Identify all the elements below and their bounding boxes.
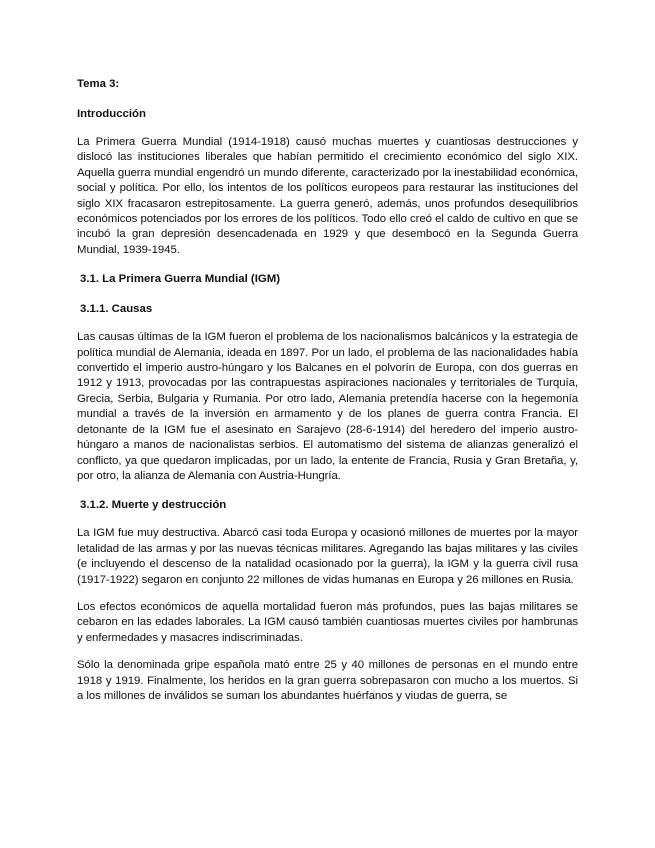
document-page	[77, 76, 578, 704]
muerte-paragraph-1: La IGM fue muy destructiva. Abarcó casi toda Europa y ocasionó millones de muertes por la mayor letalidad de las armas y por las nuevas técnicas militares. Agregando las bajas militares y las civiles (e incluyendo el descenso de la natalidad ocasionado por la guerra), la IGM y la guerra civil rusa (1917-1922) segaron en conjunto 22 millones de vidas humanas en Europa y 26 millones en Rusia.	[77, 527, 578, 586]
document-title: Tema 3:	[77, 78, 120, 90]
section-31-heading: 3.1. La Primera Guerra Mundial (IGM)	[80, 273, 281, 286]
causas-paragraph: Las causas últimas de la IGM fueron el problema de los nacionalismos balcánicos y la estrategia de política mundial de Alemania, ideada en 1897. Por un lado, el problema de las nacionalidades había convertido el imperio austro-húngaro y los Balcanes en el polvorín de Europa, con dos guerras en 1912 y 1913, provocadas por las contrapuestas aspiraciones nacionales y territoriales de Turquía, Grecia, Serbia, Bulgaria y Rumania. Por otro lado, Alemania pretendía hacerse con la hegemonía mundial a través de la inversión en armamento y de los planes de guerra contra Francia. El detonante de la IGM fue el asesinato en Sarajevo (28-6-1914) del heredero del imperio austro-húngaro a manos de nacionalistas serbios. El automatismo del sistema de alianzas generalizó el conflicto, ya que quedaron implicadas, por un lado, la entente de Francia, Rusia y Gran Bretaña, y, por otro, la alianza de Alemania con Austria-Hungría.	[77, 331, 578, 482]
muerte-paragraph-3: Sólo la denominada gripe española mató entre 25 y 40 millones de personas en el mundo entre 1918 y 1919. Finalmente, los heridos en la gran guerra sobrepasaron con mucho a los muertos. Si a los millones de inválidos se suman los abundantes huérfanos y viudas de guerra, se	[77, 659, 578, 702]
intro-paragraph: La Primera Guerra Mundial (1914-1918) causó muchas muertes y cuantiosas destrucciones y dislocó las instituciones liberales que habían permitido el crecimiento económico del siglo XIX. Aquella guerra mundial engendró un mundo diferente, caracterizado por la inestabilidad económica, social y política. Por ello, los intentos de los políticos europeos para restaurar las instituciones del siglo XIX fracasaron estrepitosamente. La guerra generó, además, unos profundos desequilibrios económicos potenciados por los errores de los políticos. Todo ello creó el caldo de cultivo en que se incubó la gran depresión desencadenada en 1929 y que desembocó en la Segunda Guerra Mundial, 1939-1945.	[77, 136, 578, 256]
muerte-paragraph-2: Los efectos económicos de aquella mortalidad fueron más profundos, pues las bajas militares se cebaron en las edades laborales. La IGM causó también cuantiosas muertes civiles por hambrunas y enfermedades y masacres indiscriminadas.	[77, 600, 578, 644]
section-311-heading: 3.1.1. Causas	[80, 303, 153, 316]
section-312-heading: 3.1.2. Muerte y destrucción	[80, 499, 227, 512]
intro-heading: Introducción	[77, 108, 146, 120]
